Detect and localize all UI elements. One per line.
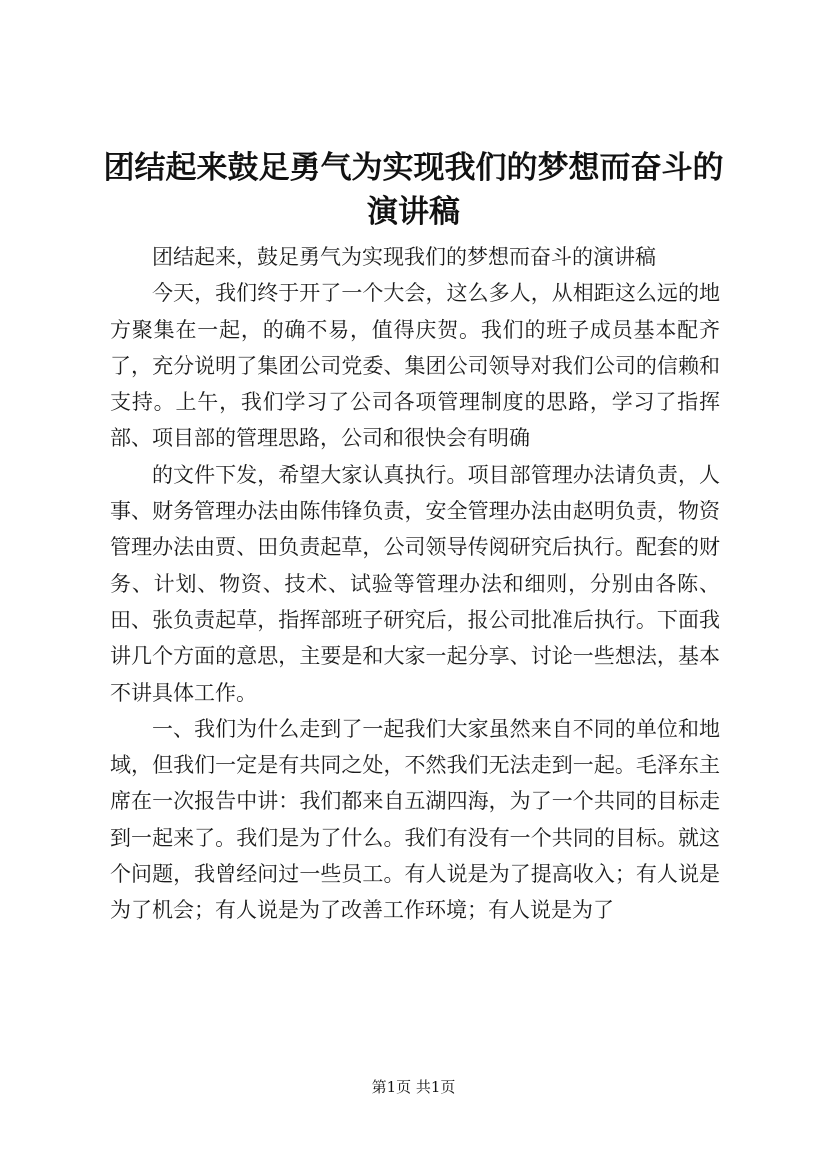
- document-body: [110, 239, 720, 929]
- title-line-2: 演讲稿: [367, 194, 460, 230]
- paragraph-subtitle: 团结起来，鼓足勇气为实现我们的梦想而奋斗的演讲稿: [152, 245, 656, 269]
- paragraph-3: 一、我们为什么走到了一起我们大家虽然来自不同的单位和地域，但我们一定是有共同之处，不然我们无法走到一起。毛泽东主席在一次报告中讲：我们都来自五湖四海，为了一个共同的目标走到一起来了。我们是为了什么。我们有没有一个共同的目标。就这个问题，我曾经问过一些员工。有人说是为了提高收入；有人说是为了机会；有人说是为了改善工作环境；有人说是为了: [110, 716, 720, 923]
- paragraph-2: 的文件下发，希望大家认真执行。项目部管理办法请负责，人事、财务管理办法由陈伟锋负责，安全管理办法由赵明负责，物资管理办法由贾、田负责起草，公司领导传阅研究后执行。配套的财务、计划、物资、技术、试验等管理办法和细则，分别由各陈、田、张负责起草，指挥部班子研究后，报公司批准后执行。下面我讲几个方面的意思，主要是和大家一起分享、讨论一些想法，基本不讲具体工作。: [110, 462, 720, 705]
- title-line-1: 团结起来鼓足勇气为实现我们的梦想而奋斗的: [103, 150, 724, 186]
- document-title: [60, 146, 767, 234]
- page-footer: 第1页 共1页: [371, 1078, 456, 1096]
- paragraph-1: 今天，我们终于开了一个大会，这么多人，从相距这么远的地方聚集在一起，的确不易，值得庆贺。我们的班子成员基本配齐了，充分说明了集团公司党委、集团公司领导对我们公司的信赖和支持。上午，我们学习了公司各项管理制度的思路，学习了指挥部、项目部的管理思路，公司和很快会有明确: [110, 281, 720, 451]
